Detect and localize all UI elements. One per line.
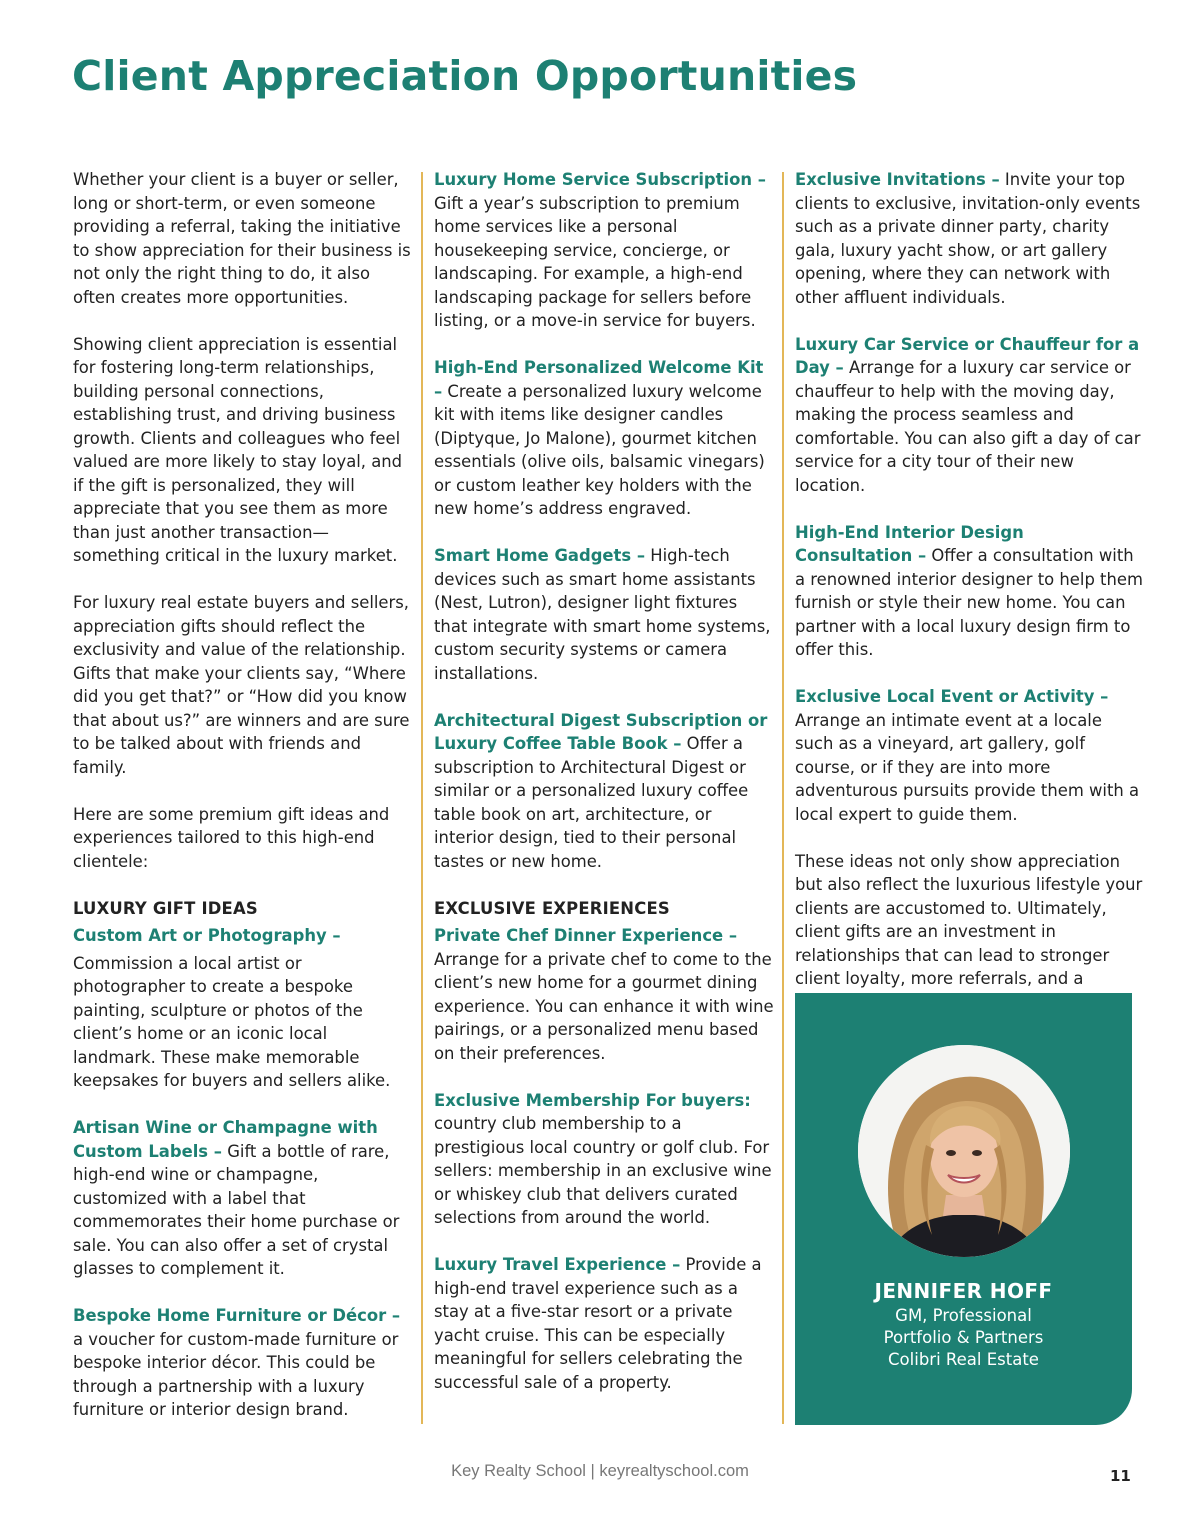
section-heading: EXCLUSIVE EXPERIENCES [434, 898, 670, 918]
gift-heading: Custom Art or Photography – [73, 926, 341, 945]
column-divider [421, 172, 423, 1424]
gift-item [434, 356, 774, 521]
intro-paragraph: Showing client appreciation is essential for fostering long-term relationships, building personal connections, establishing trust, and driving business growth. Clients and colleagues who feel valued are more likely to stay loyal, and if the gift is personalized, they will appreciate that you see them as more than just another transaction—something critical in the luxury market. [73, 334, 403, 565]
experience-body: Arrange for a luxury car service or chauffeur to help with the moving day, making the process seamless and comfortable. You can also gift a day of car service for a city tour of their new location. [795, 358, 1141, 495]
profile-card [795, 993, 1132, 1425]
footer-text: Key Realty School | keyrealtyschool.com [451, 1462, 749, 1480]
gift-body: High-tech devices such as smart home assistants (Nest, Lutron), designer light fixtures that integrate with smart home systems, custom security systems or camera installations. [434, 546, 771, 683]
experience-body: Arrange for a private chef to come to the client’s new home for a gourmet dining experience. You can enhance it with wine pairings, or a personalized menu based on their preferences. [434, 949, 774, 1063]
gift-heading: Luxury Home Service Subscription – [434, 170, 766, 189]
experience-body: Arrange an intimate event at a locale such as a vineyard, art gallery, golf course, or if they are into more adventurous pursuits provide them with a local expert to guide them. [795, 710, 1140, 824]
page-title: Client Appreciation Opportunities [72, 52, 858, 100]
experience-item [795, 685, 1145, 826]
experience-item [434, 1253, 774, 1394]
gift-body: Commission a local artist or photographer to create a bespoke painting, sculpture or photos of the client’s home or an iconic local landmark. These make memorable keepsakes for buyers and sellers alike. [73, 953, 391, 1090]
experience-item [434, 1089, 774, 1230]
gift-body: Offer a subscription to Architectural Digest or similar or a personalized luxury coffee table book on art, architecture, or interior design, tied to their personal tastes or new home. [434, 734, 749, 871]
experience-heading: Exclusive Local Event or Activity – [795, 687, 1109, 706]
intro-paragraph: Whether your client is a buyer or seller, long or short-term, or even someone providing a referral, taking the initiative to show appreciation for their business is not only the right thing to do, it also often creates more opportunities. [73, 170, 411, 307]
gift-body: Gift a bottle of rare, high-end wine or champagne, customized with a label that commemorates their home purchase or sale. You can also offer a set of crystal glasses to complement it. [73, 1141, 400, 1278]
experience-item [795, 333, 1145, 498]
portrait-photo [858, 1045, 1070, 1257]
column-right [795, 168, 1145, 1061]
experience-item [795, 168, 1145, 309]
gift-body: a voucher for custom-made furniture or bespoke interior décor. This could be through a partnership with a luxury furniture or interior design brand. [73, 1329, 399, 1419]
gift-heading: Architectural Digest Subscription or Luxury Coffee Table Book – [434, 710, 768, 753]
experience-body: country club membership to a prestigious local country or golf club. For sellers: membership in an exclusive wine or whiskey club that delivers curated selections from around the world. [434, 1114, 772, 1227]
gift-item [73, 1116, 413, 1281]
experience-heading: Exclusive Invitations – [795, 170, 1000, 189]
column-divider [782, 172, 784, 1424]
gift-body: Gift a year’s subscription to premium home services like a personal housekeeping service, concierge, or landscaping. For example, a high-end landscaping package for sellers before listing, or a move-in service for buyers. [434, 193, 756, 330]
experience-heading: Luxury Travel Experience – [434, 1255, 681, 1274]
profile-role-line: GM, Professional [895, 1306, 1032, 1325]
gift-heading: Artisan Wine or Champagne with Custom Labels – [73, 1118, 378, 1161]
experience-body: Offer a consultation with a renowned interior designer to help them furnish or style their new home. You can partner with a local luxury design firm to offer this. [795, 546, 1143, 659]
column-left [73, 168, 413, 1445]
gift-heading: Bespoke Home Furniture or Décor – [73, 1306, 401, 1325]
gift-body: Create a personalized luxury welcome kit with items like designer candles (Diptyque, Jo Malone), gourmet kitchen essentials (olive oils, balsamic vinegars) or custom leather key holders with the new home’s address engraved. [434, 381, 765, 518]
intro-paragraph: For luxury real estate buyers and sellers, appreciation gifts should reflect the exclusivity and value of the relationship. Gifts that make your clients say, “Where did you get that?” or “How did you know that about us?” are winners and are sure to be talked about with friends and family. [73, 593, 410, 777]
section-heading: LUXURY GIFT IDEAS [73, 898, 258, 918]
page-number: 11 [1110, 1467, 1131, 1485]
column-middle [434, 168, 774, 1418]
profile-role [795, 1305, 1132, 1371]
gift-item [434, 168, 774, 333]
experience-body: Provide a high-end travel experience such as a stay at a five-star resort or a private yacht cruise. This can be especially meaningful for sellers celebrating the successful sale of a property. [434, 1255, 762, 1392]
profile-role-line: Portfolio & Partners [883, 1328, 1044, 1347]
experience-heading: High-End Interior Design Consultation – [795, 522, 1024, 565]
avatar [858, 1045, 1070, 1257]
experience-heading: Private Chef Dinner Experience – [434, 926, 738, 945]
profile-name: JENNIFER HOFF [874, 1279, 1053, 1303]
experience-heading: Luxury Car Service or Chauffeur for a Day – [795, 334, 1140, 377]
experience-item [795, 521, 1145, 662]
experience-body: Invite your top clients to exclusive, invitation-only events such as a private dinner party, charity gala, luxury yacht show, or art gallery opening, where they can network with other affluent individuals. [795, 170, 1141, 307]
gift-item [434, 709, 774, 874]
experience-item [434, 924, 774, 1065]
closing-paragraph: These ideas not only show appreciation but also reflect the luxurious lifestyle your clients are accustomed to. Ultimately, client gifts are an investment in relationships that can lead to stronger client loyalty, more referrals, and a [795, 851, 1143, 988]
gift-heading: Smart Home Gadgets – [434, 546, 646, 565]
intro-paragraph: Here are some premium gift ideas and experiences tailored to this high-end clientele: [73, 804, 390, 871]
gift-item [434, 544, 774, 685]
experience-heading: Exclusive Membership For buyers: [434, 1090, 751, 1110]
gift-heading: High-End Personalized Welcome Kit – [434, 358, 764, 401]
profile-role-line: Colibri Real Estate [888, 1350, 1039, 1369]
